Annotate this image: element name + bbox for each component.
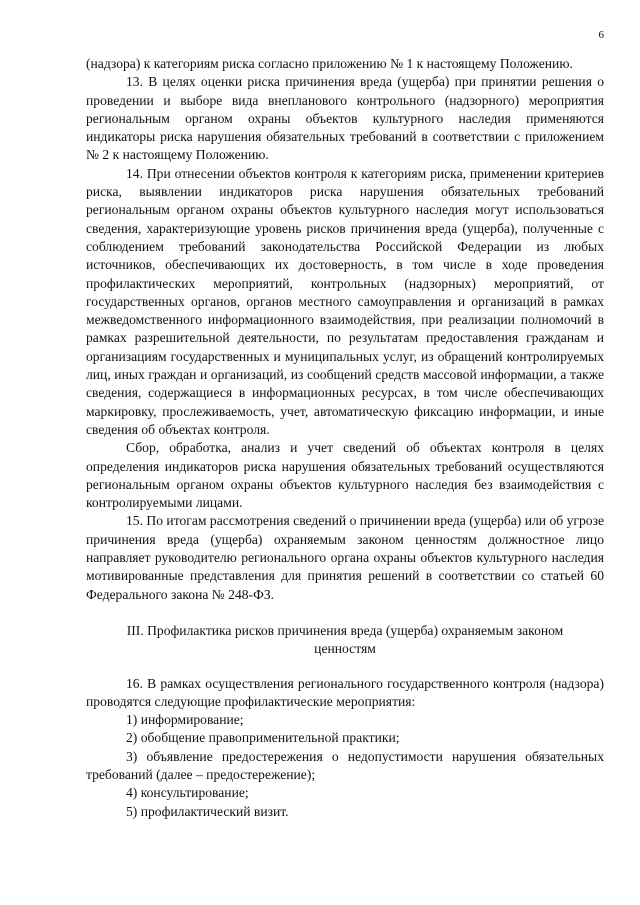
list-item-1: 1) информирование; bbox=[126, 712, 244, 728]
paragraph-14-continued: Сбор, обработка, анализ и учет сведений об объектах контроля в целях определения индикаторов риска нарушения обязательных требований осуществляются региональным органом охраны объектов культурного наследия без взаимодействия с контролируемыми лицами. bbox=[86, 440, 604, 511]
paragraph-16: 16. В рамках осуществления регионального государственного контроля (надзора) проводятся следующие профилактические мероприятия: bbox=[86, 675, 604, 709]
list-item-3: 3) объявление предостережения о недопустимости нарушения обязательных требований (далее – предостережение); bbox=[86, 748, 604, 782]
document-body bbox=[86, 55, 604, 821]
paragraph-13: 13. В целях оценки риска причинения вреда (ущерба) при принятии решения о проведении и выборе вида внепланового контрольного (надзорного) мероприятия региональным органом охраны объектов культурного наследия применяются индикаторы риска нарушения обязательных требований в соответствии с приложением № 2 к настоящему Положению. bbox=[86, 74, 604, 163]
paragraph-14: 14. При отнесении объектов контроля к категориям риска, применении критериев риска, выявлении индикаторов риска нарушения обязательных требований региональным органом охраны объектов культурного наследия могут использоваться сведения, характеризующие уровень рисков причинения вреда (ущерба), полученные с соблюдением требований законодательства Российской Федерации из любых источников, обеспечивающих их достоверность, в том числе в ходе проведения профилактических мероприятий, контрольных (надзорных) мероприятий, от государственных органов, органов местного самоуправления и организаций в рамках межведомственного информационного взаимодействия, при реализации полномочий в рамках разрешительной деятельности, по результатам предоставления гражданам и организациям государственных и муниципальных услуг, из обращений контролируемых лиц, иных граждан и организаций, из сообщений средств массовой информации, а также сведения, содержащиеся в информационных ресурсах, в том числе обеспечивающих маркировку, прослеживаемость, учет, автоматическую фиксацию информации, и иные сведения об объектах контроля. bbox=[86, 165, 604, 437]
list-item-2: 2) обобщение правоприменительной практики; bbox=[126, 730, 400, 746]
paragraph-15: 15. По итогам рассмотрения сведений о причинении вреда (ущерба) или об угрозе причинения вреда (ущерба) охраняемым законом ценностям должностное лицо направляет руководителю регионального органа охраны объектов культурного наследия мотивированные представления для принятия решений в соответствии со статьей 60 Федерального закона № 248-ФЗ. bbox=[86, 513, 604, 602]
page-number: 6 bbox=[598, 29, 604, 41]
paragraph-continuation: (надзора) к категориям риска согласно приложению № 1 к настоящему Положению. bbox=[86, 56, 573, 71]
list-item-5: 5) профилактический визит. bbox=[126, 803, 289, 819]
list-item-4: 4) консультирование; bbox=[126, 785, 249, 801]
section-title: III. Профилактика рисков причинения вреда (ущерба) охраняемым законом ценностям bbox=[126, 622, 564, 657]
